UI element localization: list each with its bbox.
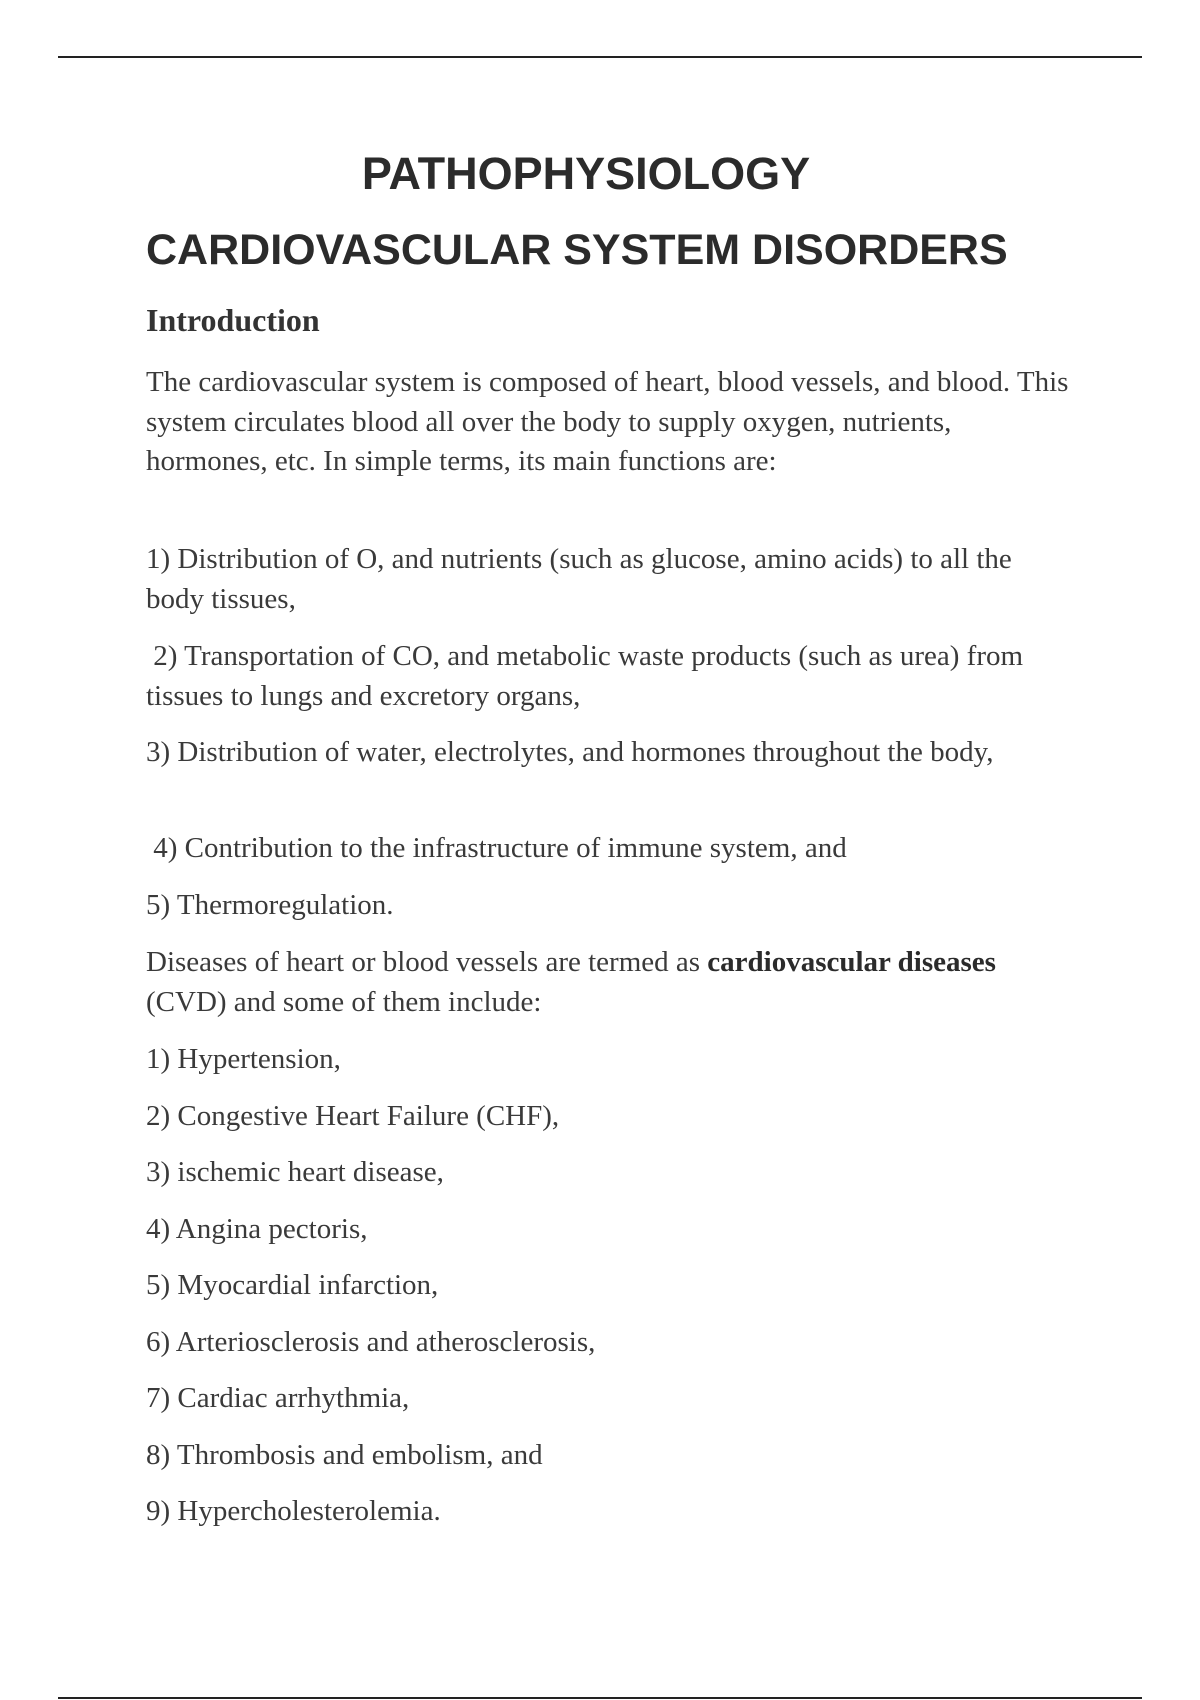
- cvd-paragraph: [146, 943, 1046, 1022]
- disease-item-4: 4) Angina pectoris,: [146, 1213, 368, 1245]
- disease-item-5: 5) Myocardial infarction,: [146, 1269, 439, 1301]
- cvd-text-after: (CVD) and some of them include:: [146, 985, 542, 1018]
- disease-item-7: 7) Cardiac arrhythmia,: [146, 1382, 410, 1414]
- function-item-2: 2) Transportation of CO, and metabolic waste products (such as urea) from tissues to lungs and excretory organs,: [146, 640, 1031, 712]
- disease-item-9: 9) Hypercholesterolemia.: [146, 1495, 441, 1527]
- function-item-5: 5) Thermoregulation.: [146, 889, 394, 921]
- function-item-1: 1) Distribution of O, and nutrients (such as glucose, amino acids) to all the body tissues,: [146, 543, 1012, 615]
- function-item-4: 4) Contribution to the infrastructure of immune system, and: [146, 832, 847, 864]
- cvd-bold-term: cardiovascular diseases: [707, 946, 996, 978]
- top-rule: [58, 56, 1142, 58]
- disease-item-1: 1) Hypertension,: [146, 1043, 341, 1075]
- disease-item-3: 3) ischemic heart disease,: [146, 1156, 444, 1188]
- function-item-3: 3) Distribution of water, electrolytes, and hormones throughout the body,: [146, 736, 994, 768]
- disease-item-2: 2) Congestive Heart Failure (CHF),: [146, 1100, 560, 1132]
- cvd-text-before: Diseases of heart or blood vessels are termed as: [146, 946, 708, 978]
- document-title: PATHOPHYSIOLOGY: [361, 148, 811, 199]
- disease-item-6: 6) Arteriosclerosis and atherosclerosis,: [146, 1326, 596, 1358]
- document-subtitle: CARDIOVASCULAR SYSTEM DISORDERS: [146, 226, 1008, 274]
- intro-paragraph: The cardiovascular system is composed of heart, blood vessels, and blood. This system circulates blood all over the body to supply oxygen, nutrients, hormones, etc. In simple terms, its main functions are:: [146, 366, 1069, 477]
- disease-item-8: 8) Thrombosis and embolism, and: [146, 1439, 543, 1471]
- section-heading-introduction: Introduction: [146, 302, 320, 338]
- bottom-rule: [58, 1697, 1142, 1699]
